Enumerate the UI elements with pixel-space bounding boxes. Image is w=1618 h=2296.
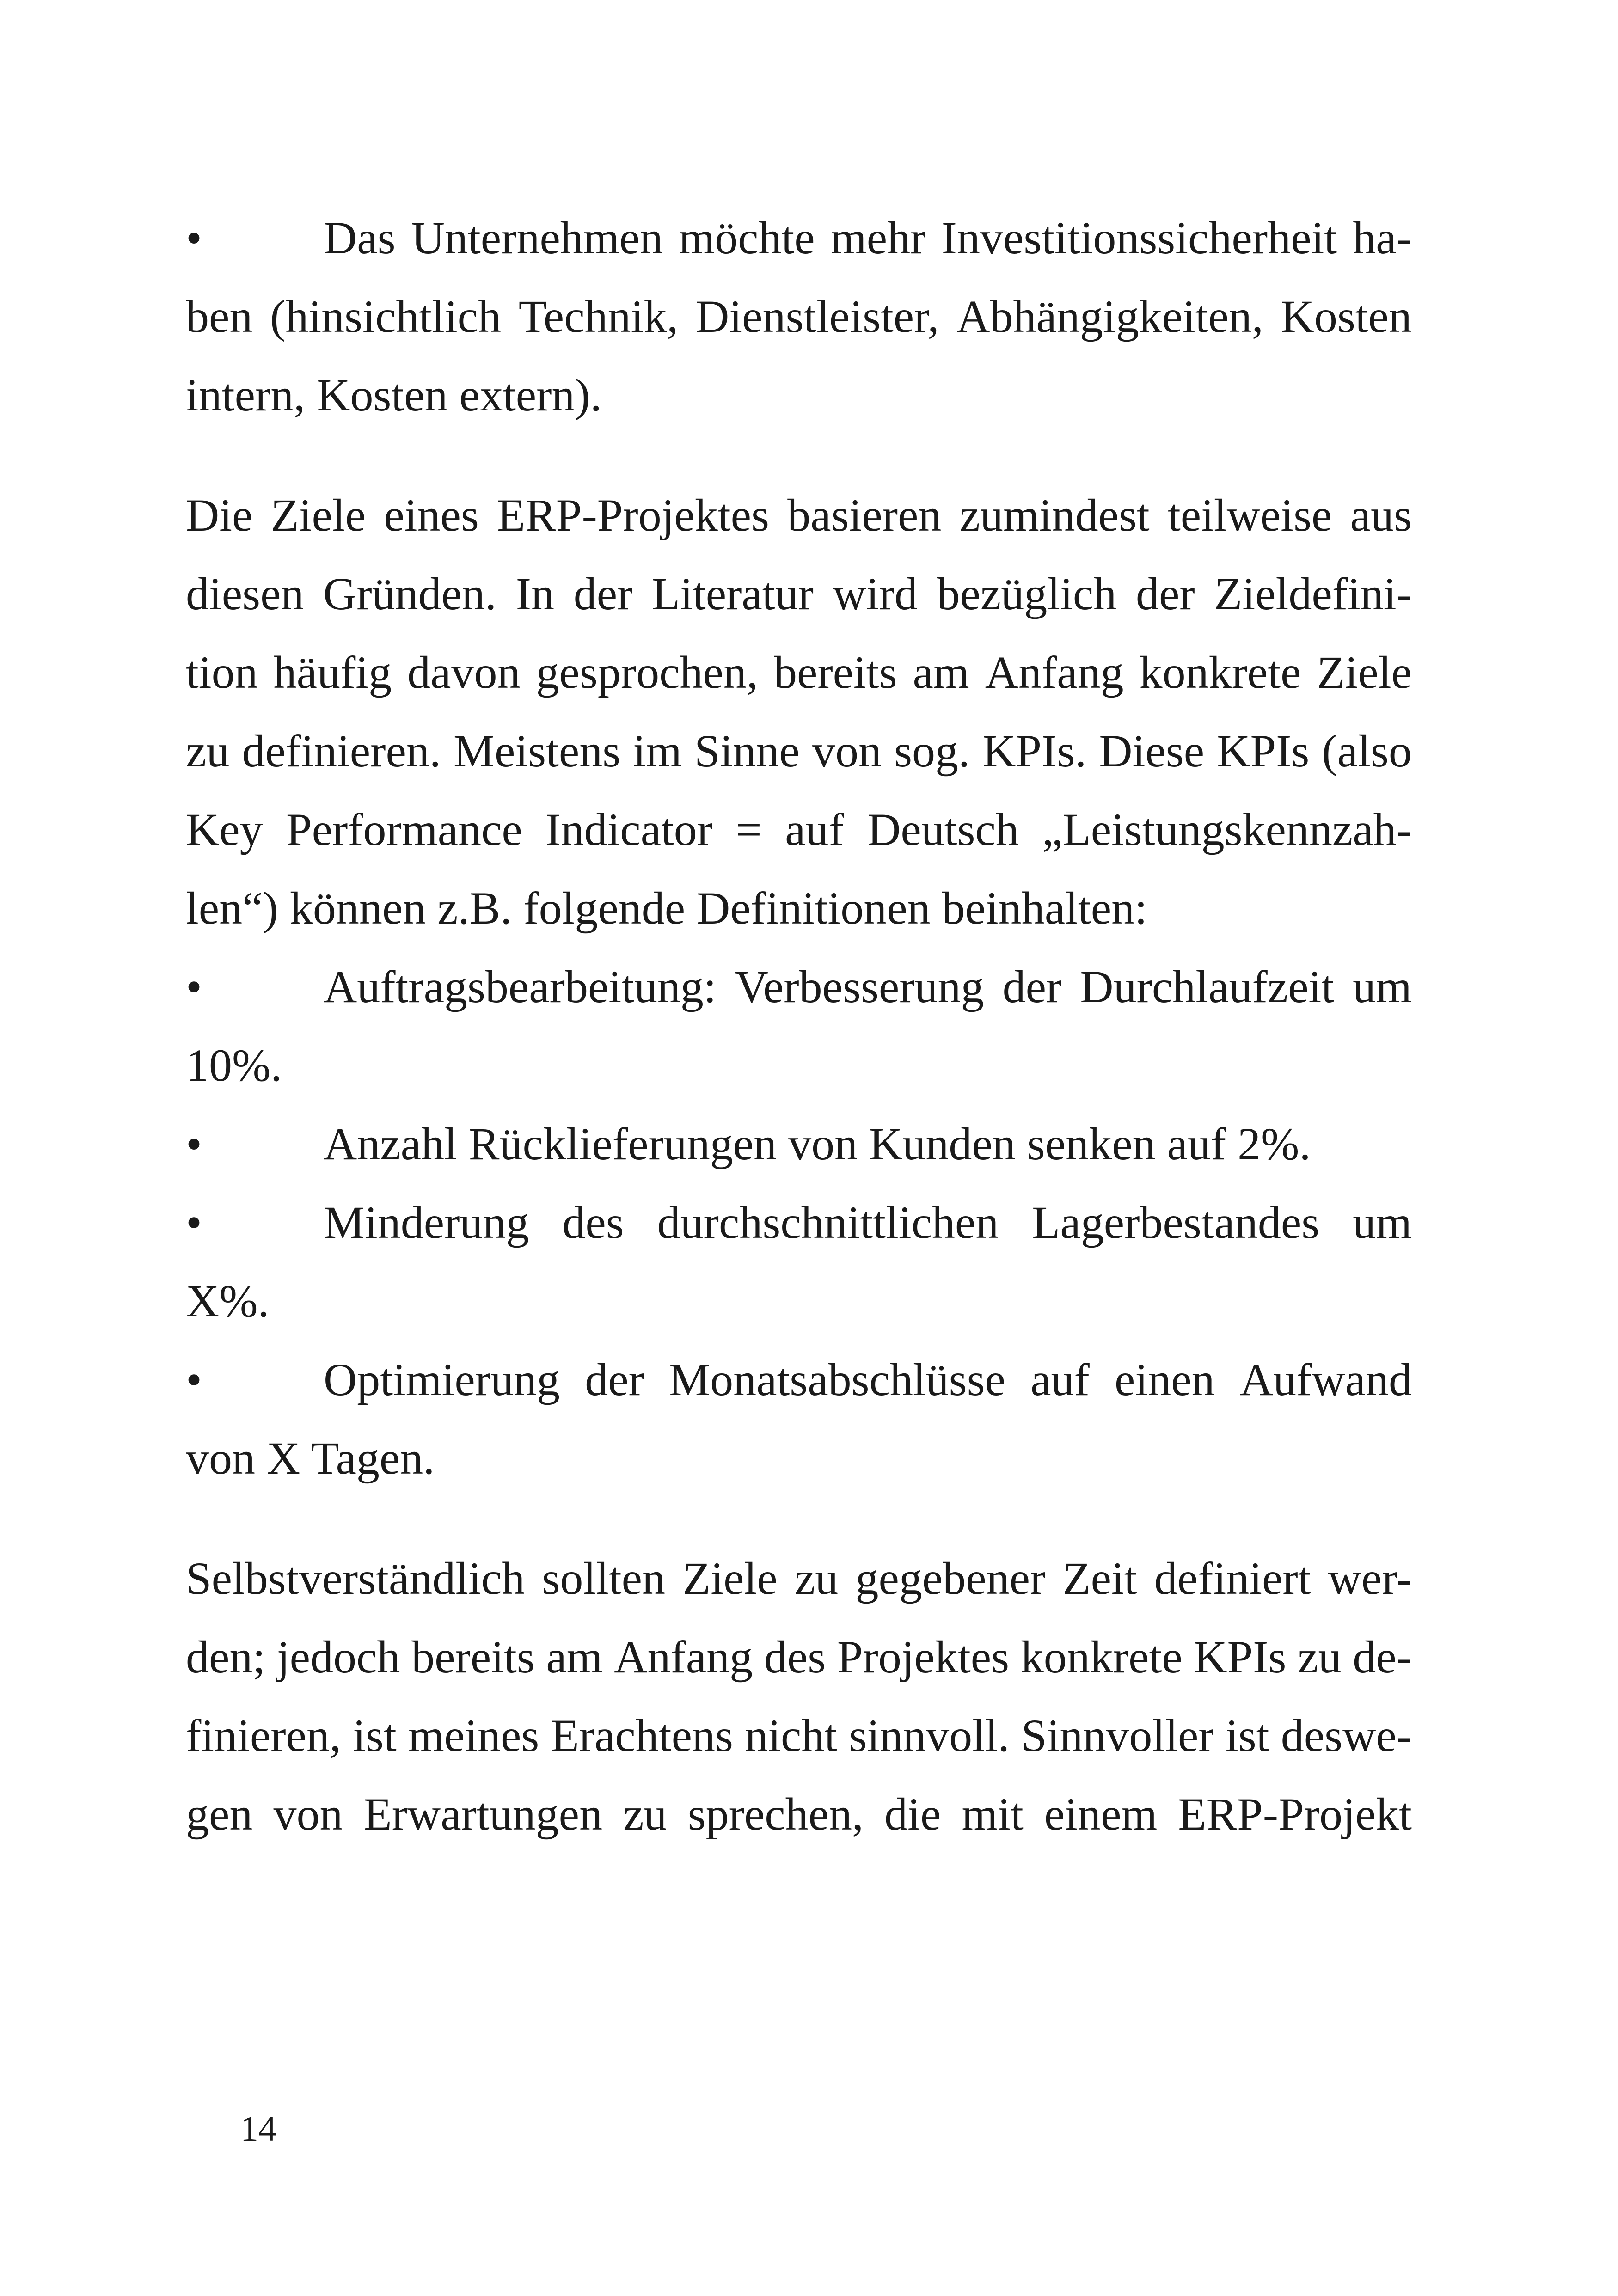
bullet-icon: •	[186, 961, 202, 1012]
bullet-text-line: Auftragsbearbeitung: Verbesserung der Durchlaufzeit um	[324, 961, 1412, 1012]
paragraph-line: gen von Erwartungen zu sprechen, die mit einem ERP-Projekt	[186, 1788, 1412, 1840]
page-number: 14	[240, 2108, 276, 2149]
paragraph-line: diesen Gründen. In der Literatur wird bezüglich der Zieldefini-	[186, 568, 1412, 619]
paragraph-line: den; jedoch bereits am Anfang des Projektes konkrete KPIs zu de-	[186, 1631, 1412, 1683]
bullet-item	[186, 1107, 1412, 1181]
paragraph-line: len“) können z.B. folgende Definitionen beinhalten:	[186, 882, 1147, 934]
bullet-icon: •	[186, 1118, 202, 1169]
bullet-icon: •	[186, 1197, 202, 1248]
bullet-continuation-line: intern, Kosten extern).	[186, 369, 602, 421]
paragraph-line: Selbstverständlich sollten Ziele zu gegebener Zeit definiert wer-	[186, 1553, 1412, 1604]
paragraph-line: Key Performance Indicator = auf Deutsch „Leistungskennzah-	[186, 804, 1412, 855]
bullet-icon: •	[186, 212, 202, 263]
bullet-continuation-line: von X Tagen.	[186, 1433, 435, 1484]
bullet-continuation-line: 10%.	[186, 1040, 282, 1091]
bullet-continuation-line: ben (hinsichtlich Technik, Dienstleister, Abhängigkeiten, Kosten	[186, 291, 1412, 342]
paragraph-line: finieren, ist meines Erachtens nicht sinnvoll. Sinnvoller ist deswe-	[186, 1710, 1412, 1761]
bullet-item	[186, 1343, 1412, 1417]
bullet-text-line: Anzahl Rücklieferungen von Kunden senken auf 2%.	[324, 1118, 1311, 1169]
paragraph-line: Die Ziele eines ERP-Projektes basieren zumindest teilweise aus	[186, 490, 1412, 541]
bullet-text-line: Das Unternehmen möchte mehr Investitionssicherheit ha-	[324, 212, 1412, 263]
bullet-icon: •	[186, 1354, 202, 1405]
bullet-continuation-line: X%.	[186, 1275, 270, 1327]
paragraph-line: tion häufig davon gesprochen, bereits am Anfang konkrete Ziele	[186, 647, 1412, 698]
bullet-item	[186, 1186, 1412, 1260]
bullet-item	[186, 201, 1412, 275]
bullet-text-line: Minderung des durchschnittlichen Lagerbestandes um	[324, 1197, 1412, 1248]
bullet-text-line: Optimierung der Monatsabschlüsse auf einen Aufwand	[324, 1354, 1412, 1405]
bullet-item	[186, 950, 1412, 1024]
paragraph-line: zu definieren. Meistens im Sinne von sog. KPIs. Diese KPIs (also	[186, 725, 1412, 777]
